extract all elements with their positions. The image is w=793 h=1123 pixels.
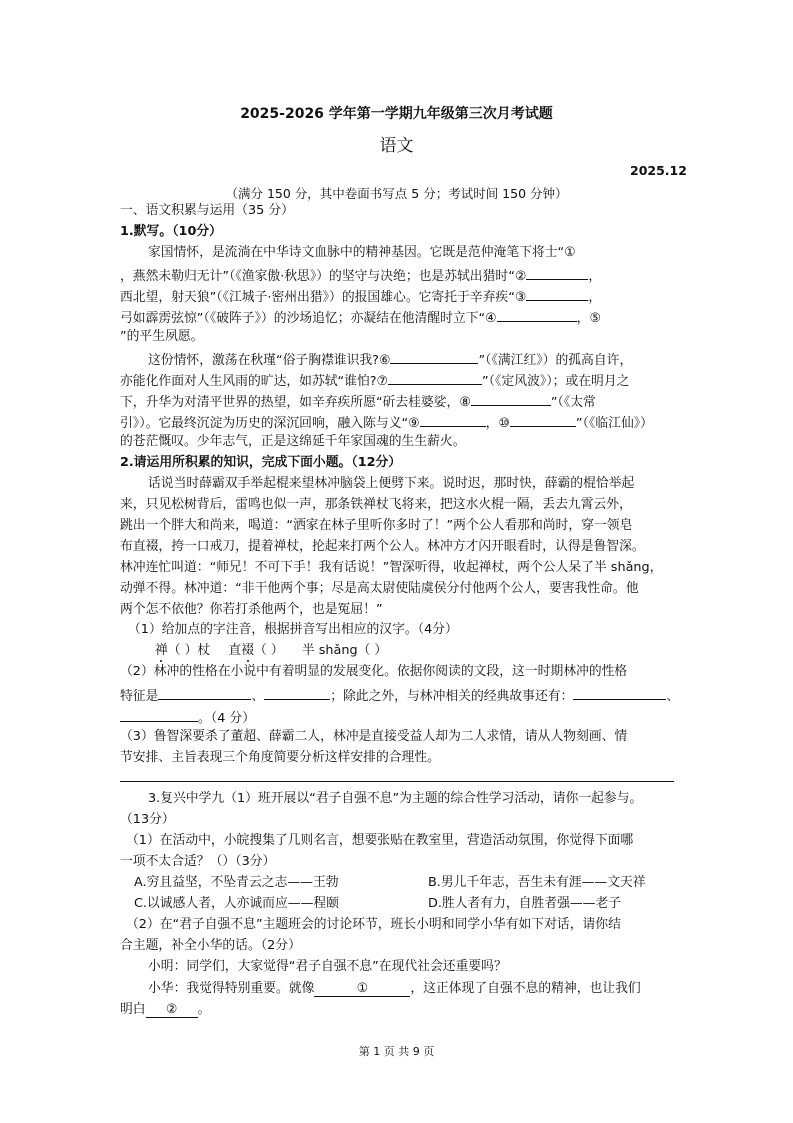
q3-score: （13分） (120, 812, 175, 827)
q2-passage-line: 话说当时薛霸双手举起棍来望林冲脑袋上便劈下来。说时迟，那时快，薛霸的棍恰举起 (148, 476, 635, 491)
answer-blank[interactable]: ② (146, 1004, 198, 1018)
answer-blank[interactable] (158, 688, 251, 700)
q2-sub2-line: 特征是 、 ；除此之外，与林冲相关的经典故事还有： 、 (120, 689, 680, 704)
answer-blank[interactable]: ① (314, 983, 410, 997)
q2-passage-line: 林冲连忙叫道：“师兄！不可下手！我有话说！”智深听得，收起禅杖，两个公人呆了半 shǎng， (120, 560, 663, 575)
q1-line: ，燕然未勒归无计”（《渔家傲·秋思》）的坚守与决绝；也是苏轼出猎时“② ， (120, 269, 602, 284)
exam-instructions: （满分 150 分，其中卷面书写点 5 分；考试时间 150 分钟） (225, 186, 568, 201)
q1-line: ”的平生夙愿。 (120, 329, 204, 344)
q2-title: 2.请运用所积累的知识，完成下面小题。（12分） (120, 455, 402, 470)
section-heading: 一、语文积累与运用（35 分） (120, 203, 294, 218)
answer-blank[interactable] (526, 268, 588, 280)
q3-title: 3.复兴中学九（1）班开展以“君子自强不息”为主题的综合性学习活动，请你一起参与。 (148, 791, 643, 806)
q1-line: 弓如霹雳弦惊”（《破阵子》）的沙场追忆；亦凝结在他清醒时立下“④ ，⑤ (120, 311, 601, 326)
dialogue-line: 小华：我觉得特别重要。就像 ① ，这正体现了自强不息的精神，也让我们 (148, 981, 641, 996)
q1-line: 亦能化作面对人生风雨的旷达，如苏轼“谁怕?⑦ ”（《定风波》）；或在明月之 (120, 374, 630, 389)
dialogue-line: 小明：同学们，大家觉得“君子自强不息”在现代社会还重要吗？ (148, 959, 507, 974)
q3-sub1: 一项不太合适？（）（3分） (120, 854, 276, 869)
answer-blank[interactable] (510, 415, 576, 427)
exam-date: 2025.12 (630, 163, 687, 178)
q2-passage-line: 布直裰，挎一口戒刀，提着禅杖，抡起来打两个公人。林冲方才闪开眼看时，认得是鲁智深。 (120, 539, 645, 554)
q2-sub2-line: 。（4 分） (120, 710, 255, 726)
q2-sub3: （3）鲁智深要杀了董超、薛霸二人，林冲是直接受益人却为二人求情，请从人物刻画、情 (120, 729, 628, 744)
q2-passage-line: 动弹不得。林冲道：“非干他两个事；尽是高太尉使陆虞侯分付他两个公人，要害我性命。他 (120, 581, 639, 596)
answer-blank[interactable] (420, 415, 486, 427)
q2-sub1: （1）给加点的字注音，根据拼音写出相应的汉字。（4分） (128, 622, 458, 637)
answer-blank[interactable] (526, 289, 588, 301)
q1-line: 下，升华为对清平世界的热望，如辛弃疾所愿“斫去桂婆娑，⑧ ”（《太常 (120, 395, 596, 410)
q2-sub2: （2）林冲的性格在小说中有着明显的发展变化。依据你阅读的文段，这一时期林冲的性格 (120, 664, 628, 679)
answer-blank[interactable] (497, 310, 577, 322)
answer-blank[interactable] (120, 710, 198, 722)
page-number: 第 1 页 共 9 页 (358, 1045, 435, 1058)
answer-line[interactable] (120, 781, 674, 782)
q2-passage-line: 跳出一个胖大和尚来，喝道：“洒家在林子里听你多时了！”两个公人看那和尚时，穿一领皂 (120, 518, 633, 533)
q2-passage-line: 来，只见松树背后，雷鸣也似一声，那条铁禅杖飞将来，把这水火棍一隔，丢去九霄云外， (120, 497, 632, 512)
answer-blank[interactable] (573, 688, 666, 700)
q1-line: 家国情怀，是流淌在中华诗文血脉中的精神基因。它既是范仲淹笔下将士“① (148, 245, 576, 260)
q1-line: 这份情怀，激荡在秋瑾“俗子胸襟谁识我?⑥ ”（《满江红》）的孤高自许， (148, 353, 633, 368)
q1-title: 1.默写。（10分） (120, 224, 222, 239)
dialogue-line: 明白 ② 。 (120, 1002, 211, 1017)
q2-passage-line: 两个怎不依他？你若打杀他两个，也是冤屈！” (120, 602, 383, 617)
q1-line: 引》）。它最终沉淀为历史的深沉回响，融入陈与义“⑨ ，⑩ ”（《临江仙》） (120, 416, 653, 431)
q2-sub3: 节安排、主旨表现三个角度简要分析这样安排的合理性。 (120, 750, 440, 765)
answer-blank[interactable] (388, 373, 482, 385)
q1-line: 西北望，射天狼”（《江城子·密州出猎》）的报国雄心。它寄托于辛弃疾“③ ， (120, 290, 602, 305)
answer-blank[interactable] (471, 394, 551, 406)
answer-blank[interactable] (390, 352, 478, 364)
answer-blank[interactable] (264, 688, 330, 700)
option-d[interactable]: D.胜人者有力，自胜者强——老子 (428, 896, 622, 911)
q3-sub1: （1）在活动中，小皖搜集了几则名言，想要张贴在教室里，营造活动氛围，你觉得下面哪 (126, 833, 634, 848)
q3-sub2: 合主题，补全小华的话。（2分） (120, 938, 301, 953)
q3-sub2: （2）在“君子自强不息”主题班会的讨论环节，班长小明和同学小华有如下对话，请你结 (126, 917, 621, 932)
q2-sub1-items: 禅（ ）杖 直裰（ ） 半 shǎng（ ） (155, 643, 388, 658)
option-b[interactable]: B.男儿千年志，吾生未有涯——文天祥 (428, 875, 646, 890)
option-a[interactable]: A.穷且益坚，不坠青云之志——王勃 (134, 875, 339, 890)
q1-line: 的苍茫慨叹。少年志气，正是这绵延千年家国魂的生生薪火。 (120, 434, 466, 449)
subject-title: 语文 (379, 136, 414, 156)
exam-title: 2025-2026 学年第一学期九年级第三次月考试题 (240, 106, 553, 122)
option-c[interactable]: C.以诚感人者，人亦诚而应——程颐 (134, 896, 339, 911)
